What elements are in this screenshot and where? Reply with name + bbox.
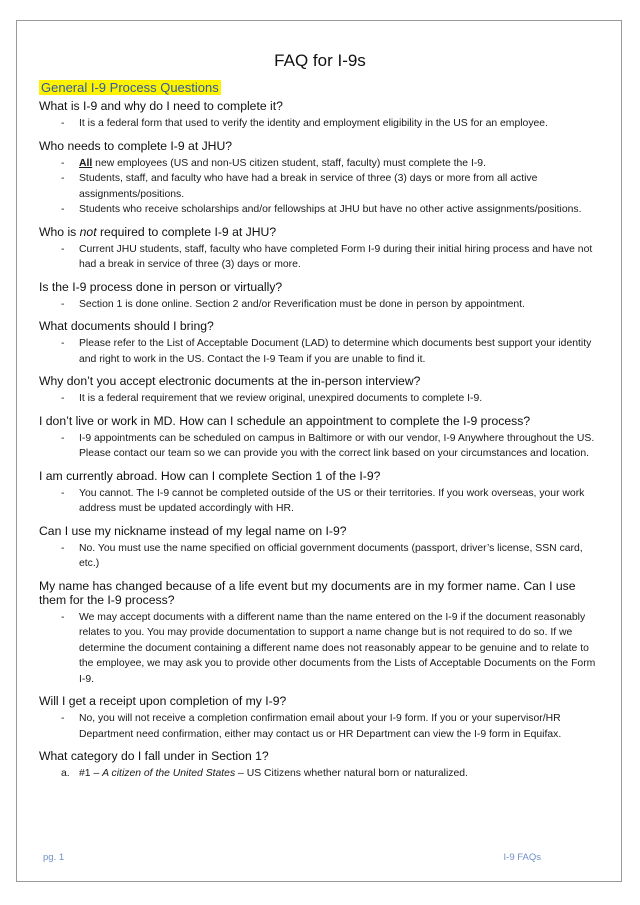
faq-item (39, 579, 601, 688)
faq-item (39, 374, 601, 407)
emphasis-all: All (79, 157, 93, 169)
faq-answer-list (39, 242, 601, 273)
faq-item (39, 524, 601, 572)
faq-answer: - Students, staff, and faculty who have had a break in service of three (3) days or more from all active assignments/positions. (39, 171, 601, 202)
faq-question: Why don’t you accept electronic documents at the in-person interview? (39, 374, 421, 388)
faq-question: Who needs to complete I-9 at JHU? (39, 138, 233, 153)
faq-answer: - It is a federal form that used to verify the identity and employment eligibility in the US for an employee. (39, 116, 601, 132)
faq-question: Is the I-9 process done in person or virtually? (39, 279, 283, 294)
faq-item (39, 139, 601, 218)
faq-answer: - No. You must use the name specified on official government documents (passport, driver’s license, SSN card, etc.) (39, 541, 601, 572)
faq-answer-list (39, 156, 601, 218)
faq-alpha-item (39, 766, 601, 782)
faq-item (39, 414, 601, 462)
faq-answer: - I-9 appointments can be scheduled on campus in Baltimore or with our vendor, I-9 Anywhere throughout the US. Please contact our team so we can provide you with the correct link based on your circumstances and location. (39, 431, 601, 462)
question-text: required to complete I-9 at JHU? (96, 224, 277, 239)
footer-title: I-9 FAQs (503, 852, 541, 863)
list-marker: a. (61, 768, 70, 779)
document-content (39, 51, 601, 789)
faq-question: What category do I fall under in Section 1? (39, 749, 269, 763)
page-title: FAQ for I-9s (274, 51, 366, 70)
section-header: General I-9 Process Questions (41, 80, 219, 95)
faq-answer-list (39, 336, 601, 367)
faq-question: My name has changed because of a life event but my documents are in my former name. Can I use them for the I-9 process? (39, 578, 576, 607)
faq-answer-list (39, 541, 601, 572)
faq-answer: - Students who receive scholarships and/or fellowships at JHU but have no other active assignments/positions. (39, 202, 601, 218)
faq-item (39, 749, 601, 782)
question-emphasis: not (79, 224, 97, 239)
faq-item (39, 469, 601, 517)
faq-answer (39, 156, 601, 172)
faq-item (39, 280, 601, 313)
faq-question (39, 225, 601, 239)
faq-question: I don’t live or work in MD. How can I schedule an appointment to complete the I-9 process? (39, 413, 531, 428)
document-page (16, 20, 622, 882)
faq-answer-list (39, 391, 601, 407)
answer-emphasis: A citizen of the United States (102, 768, 236, 779)
faq-answer-list (39, 297, 601, 313)
faq-item (39, 99, 601, 132)
faq-item (39, 319, 601, 367)
question-text: Who is (39, 224, 80, 239)
faq-question: What is I-9 and why do I need to complete it? (39, 99, 283, 113)
faq-answer: - Current JHU students, staff, faculty who have completed Form I-9 during their initial hiring process and have not had a break in service of three (3) days or more. (39, 242, 601, 273)
faq-answer-list (39, 486, 601, 517)
faq-answer-list (39, 711, 601, 742)
answer-text: #1 – (79, 768, 103, 779)
faq-question: Can I use my nickname instead of my legal name on I-9? (39, 523, 347, 538)
answer-text: – US Citizens whether natural born or naturalized. (235, 768, 468, 779)
faq-answer-list (39, 116, 601, 132)
faq-question: I am currently abroad. How can I complete Section 1 of the I-9? (39, 468, 381, 483)
faq-item (39, 694, 601, 742)
faq-answer: - You cannot. The I-9 cannot be completed outside of the US or their territories. If you work overseas, your work address must be updated accordingly with HR. (39, 486, 601, 517)
faq-answer: - Section 1 is done online. Section 2 and/or Reverification must be done in person by appointment. (39, 297, 601, 313)
faq-question: Will I get a receipt upon completion of my I-9? (39, 694, 287, 708)
faq-answer: - Please refer to the List of Acceptable Document (LAD) to determine which documents best support your identity and right to work in the US. Contact the I-9 Team if you are unable to find it. (39, 336, 601, 367)
answer-text: new employees (US and non-US citizen student, staff, faculty) must complete the I-9. (92, 157, 486, 169)
faq-alpha-list (39, 766, 601, 782)
faq-answer-list (39, 610, 601, 688)
faq-answer-list (39, 431, 601, 462)
faq-answer: - No, you will not receive a completion confirmation email about your I-9 form. If you or your supervisor/HR Department need confirmation, either may contact us or HR Department can view the I-9 form in Equifax. (39, 711, 601, 742)
faq-answer: - It is a federal requirement that we review original, unexpired documents to complete I-9. (39, 391, 601, 407)
faq-question: What documents should I bring? (39, 319, 214, 333)
faq-item (39, 225, 601, 273)
page-number: pg. 1 (43, 852, 65, 863)
faq-answer: - We may accept documents with a different name than the name entered on the I-9 if the document reasonably relates to you. You may provide documentation to support a name change but is not required to do so. If we determine the document containing a different name does not reasonably appear to be genuine and to relate to the employee, we may ask you to provide other documents from the Lists of Acceptable Documents on the Form I-9. (39, 610, 601, 688)
